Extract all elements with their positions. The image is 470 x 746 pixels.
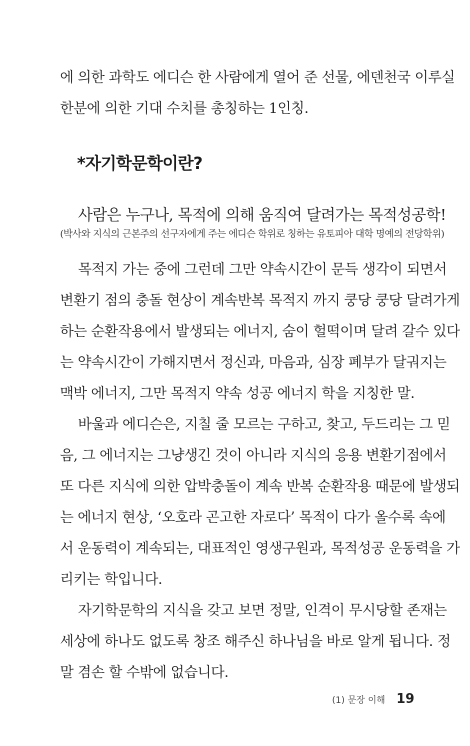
paragraph-line: 목적지 가는 중에 그런데 그만 약속시간이 문득 생각이 되면서 — [78, 262, 447, 278]
paragraph-line: 리키는 학입니다. — [60, 572, 163, 588]
motto-line: 사람은 누구나, 목적에 의해 움직여 달려가는 목적성공학! — [78, 206, 447, 224]
paragraph-line: 자기학문학의 지식을 갖고 보면 정말, 인격이 무시당할 존재는 — [78, 603, 447, 619]
paragraph-line: 하는 순환작용에서 발생되는 에너지, 숨이 헐떡이며 달려 갈수 있다 — [60, 324, 460, 340]
intro-line: 한분에 의한 기대 수치를 총칭하는 1인칭. — [60, 101, 309, 117]
chapter-label: (1) 문장 이해 — [332, 696, 386, 706]
paragraph-line: 또 다른 지식에 의한 압박충돌이 계속 반복 순환작용 때문에 발생되 — [60, 479, 460, 495]
paragraph-line: 세상에 하나도 없도록 창조 해주신 하나님을 바로 알게 됩니다. 정 — [60, 634, 451, 650]
paragraph-line: 음, 그 에너지는 그냥생긴 것이 아니라 지식의 응용 변환기점에서 — [60, 448, 447, 464]
section-heading: *자기학문학이란? — [77, 154, 203, 173]
parenthetical-note: (박사와 지식의 근본주의 선구자에게 주는 에디슨 학위로 칭하는 유토피아 대학 명예의 전당학위) — [60, 229, 445, 240]
paragraph-line: 말 겸손 할 수밖에 없습니다. — [60, 665, 229, 681]
page-number: 19 — [396, 692, 415, 707]
paragraph-line: 맥박 에너지, 그만 목적지 약속 성공 에너지 학을 지칭한 말. — [60, 386, 415, 402]
paragraph-line: 변환기 점의 충돌 현상이 계속반복 목적지 까지 쿵당 쿵당 달려가게 — [60, 293, 460, 309]
page-footer — [332, 688, 414, 707]
paragraph-line: 바울과 에디슨은, 지칠 줄 모르는 구하고, 찾고, 두드리는 그 믿 — [78, 417, 451, 433]
paragraph-line: 는 에너지 현상, ‘오호라 곤고한 자로다’ 목적이 다가 올수록 속에 — [60, 510, 446, 526]
intro-line: 에 의한 과학도 에디슨 한 사람에게 열어 준 선물, 에덴천국 이루실 — [60, 70, 455, 86]
paragraph-line: 는 약속시간이 가해지면서 정신과, 마음과, 심장 폐부가 달궈지는 — [60, 355, 447, 371]
paragraph-line: 서 운동력이 계속되는, 대표적인 영생구원과, 목적성공 운동력을 가 — [60, 541, 460, 557]
